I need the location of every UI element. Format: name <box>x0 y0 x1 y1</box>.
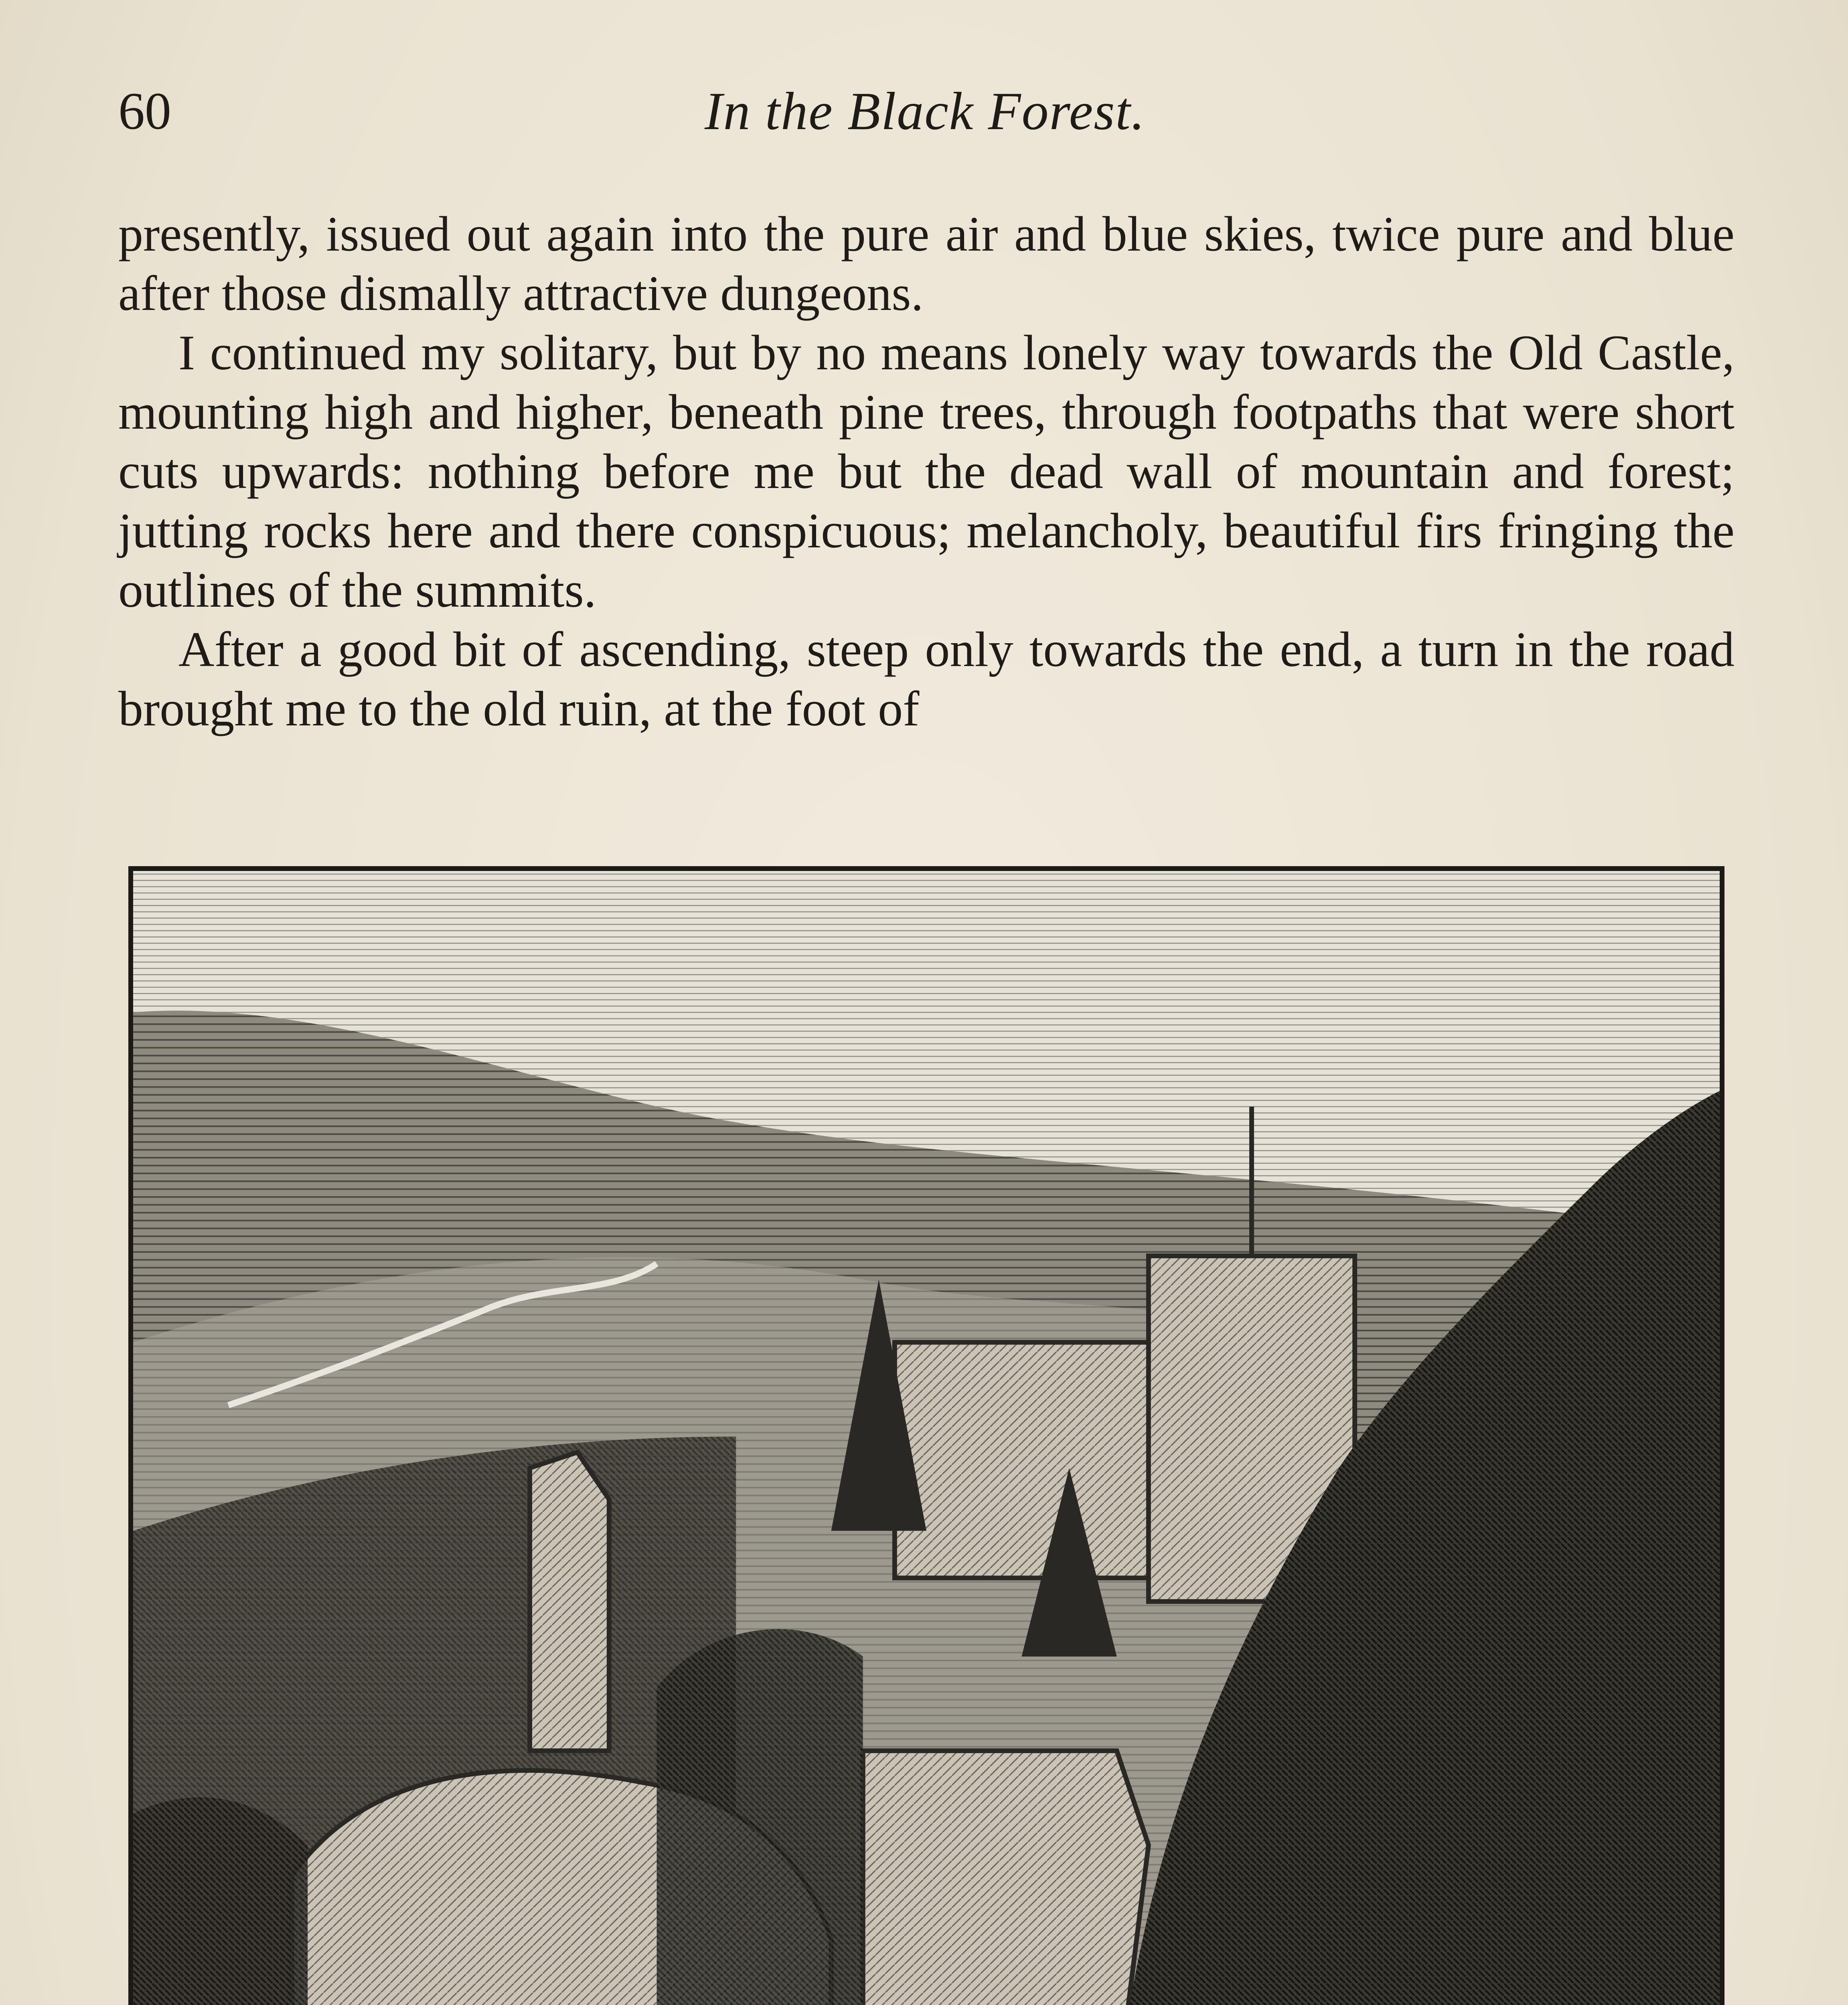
ruined-wall-left <box>530 1452 609 1751</box>
foreground-trees-left <box>133 1797 308 2005</box>
running-title: In the Black Forest. <box>704 81 1146 141</box>
body-text-top <box>118 205 1735 739</box>
castle-engraving <box>133 871 1720 2005</box>
paragraph: presently, issued out again into the pure air and blue skies, twice pure and blue after those dismally attractive dungeons. <box>118 207 1735 321</box>
page-number: 60 <box>118 81 171 140</box>
paragraph: I continued my solitary, but by no means lonely way towards the Old Castle, mounting high and higher, beneath pine trees, through footpaths that were short cuts upwards: nothing before me but the dead wall of mountain and forest; jutting rocks here and there conspicuous; melancholy, beautiful firs fringing the outlines of the summits. <box>118 325 1735 618</box>
paragraph: After a good bit of ascending, steep only towards the end, a turn in the road brought me to the old ruin, at the foot of <box>118 622 1735 736</box>
page-header <box>118 80 1732 152</box>
foreground-shrubs <box>657 1629 863 2005</box>
crumbling-walls <box>863 1751 1149 2005</box>
engraving-illustration <box>128 866 1724 2005</box>
